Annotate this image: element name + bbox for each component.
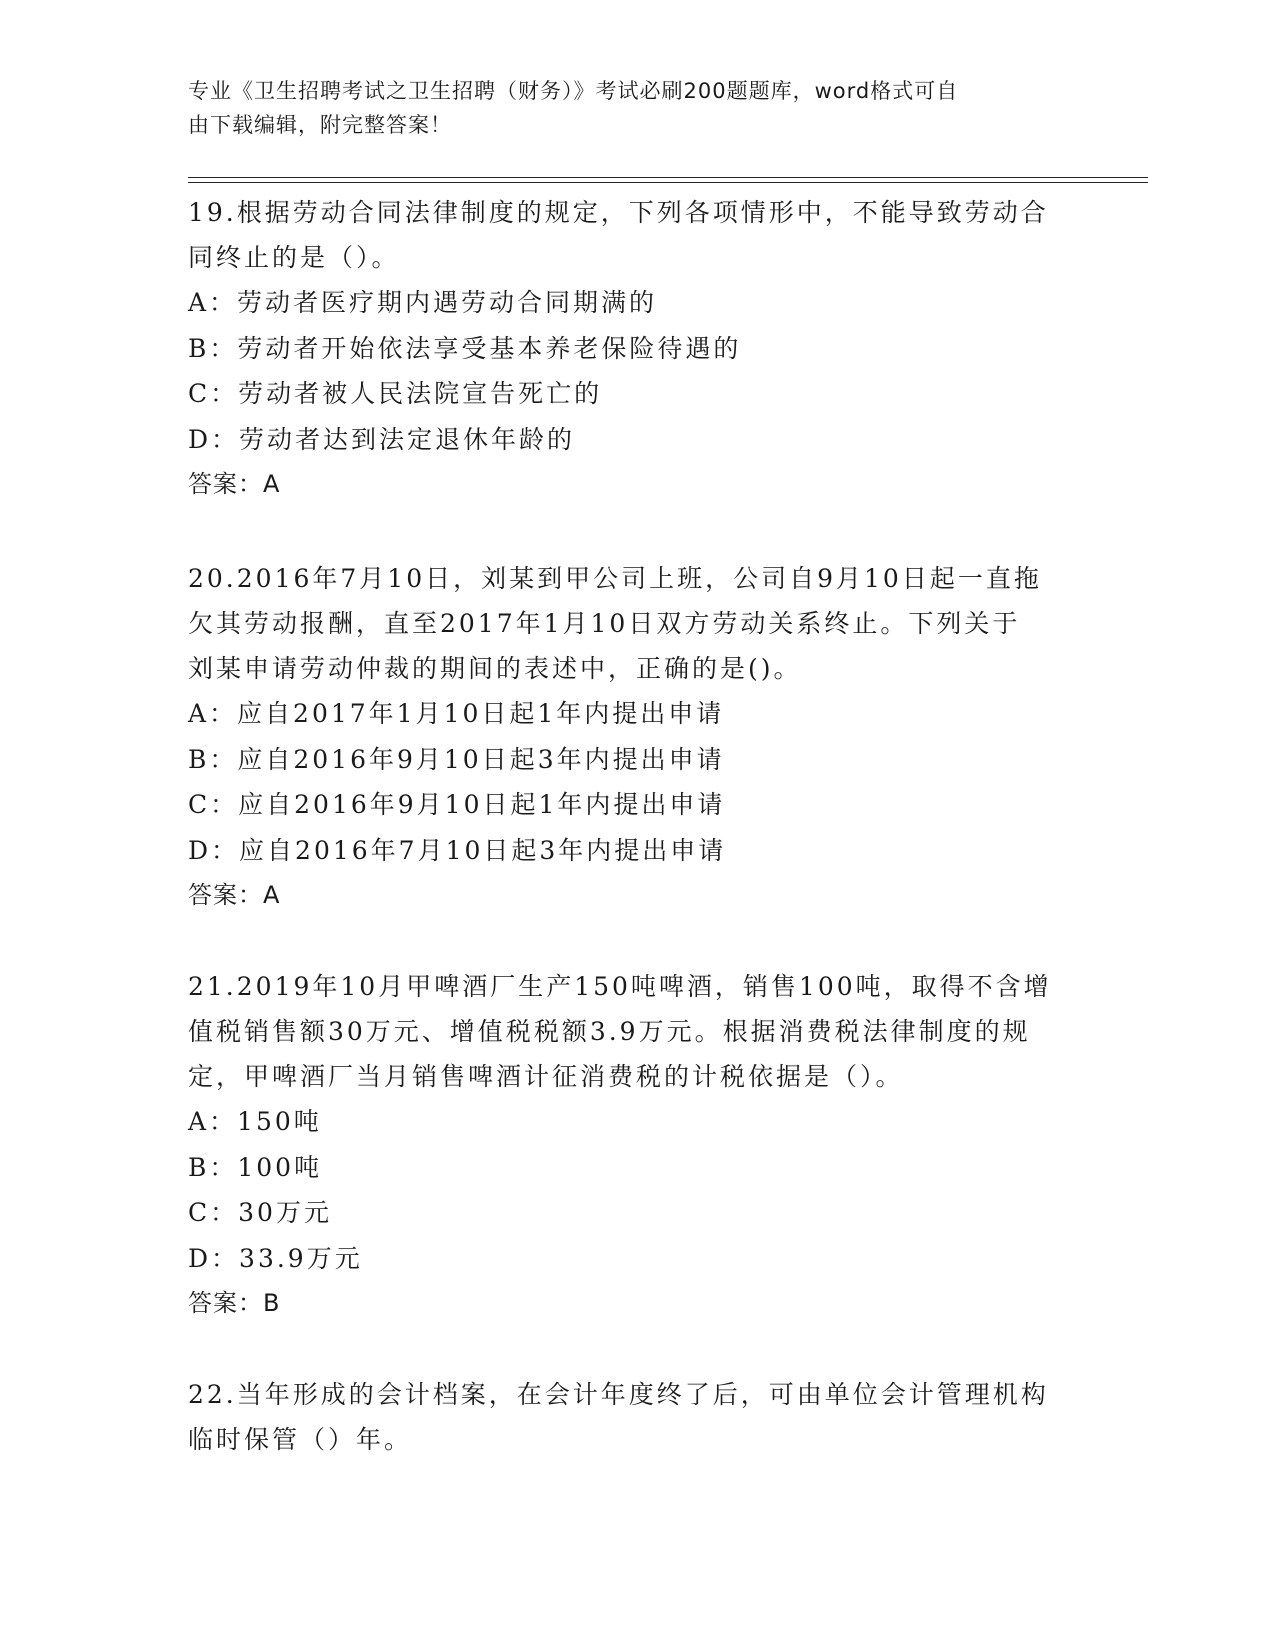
- answer: 答案：A: [188, 881, 281, 909]
- option-a: A：应自2017年1月10日起1年内提出申请: [188, 699, 725, 728]
- question-20: [188, 556, 1088, 918]
- header-line-1: 专业《卫生招聘考试之卫生招聘（财务）》考试必刷200题题库，word格式可自: [188, 79, 959, 103]
- option-d: D：33.9万元: [188, 1243, 363, 1273]
- option-d: D：应自2016年7月10日起3年内提出申请: [188, 835, 727, 865]
- question-stem-line: 定，甲啤酒厂当月销售啤酒计征消费税的计税依据是（）。: [188, 1062, 904, 1091]
- option-b: B：应自2016年9月10日起3年内提出申请: [188, 744, 725, 774]
- option-b: B：劳动者开始依法享受基本养老保险待遇的: [188, 333, 742, 363]
- option-c: C：应自2016年9月10日起1年内提出申请: [188, 790, 726, 819]
- question-22: [188, 1372, 1088, 1462]
- question-stem-line: 21.2019年10月甲啤酒厂生产150吨啤酒，销售100吨，取得不含增: [188, 972, 1052, 1001]
- option-a: A：劳动者医疗期内遇劳动合同期满的: [188, 288, 658, 317]
- header-note: [188, 74, 1068, 142]
- question-stem-line: 20.2016年7月10日，刘某到甲公司上班，公司自9月10日起一直拖: [188, 564, 1042, 593]
- option-c: C：30万元: [188, 1198, 332, 1227]
- answer: 答案：A: [188, 470, 281, 498]
- question-stem-line: 临时保管（）年。: [188, 1425, 413, 1454]
- question-stem-line: 刘某申请劳动仲裁的期间的表述中，正确的是()。: [188, 654, 802, 683]
- question-stem-line: 值税销售额30万元、增值税税额3.9万元。根据消费税法律制度的规: [188, 1017, 1031, 1046]
- question-stem-line: 22.当年形成的会计档案，在会计年度终了后，可由单位会计管理机构: [188, 1380, 1049, 1409]
- question-stem-line: 同终止的是（）。: [188, 243, 400, 272]
- option-a: A：150吨: [188, 1107, 322, 1136]
- header-rule-top: [188, 177, 1148, 178]
- option-b: B：100吨: [188, 1152, 323, 1182]
- question-stem-line: 欠其劳动报酬，直至2017年1月10日双方劳动关系终止。下列关于: [188, 609, 1021, 638]
- header-rule-bottom: [188, 182, 1148, 183]
- header-line-2: 由下载编辑，附完整答案！: [188, 113, 452, 137]
- answer: 答案：B: [188, 1289, 281, 1317]
- question-19: [188, 190, 1088, 507]
- option-d: D：劳动者达到法定退休年龄的: [188, 424, 576, 454]
- question-21: [188, 964, 1088, 1326]
- question-stem-line: 19.根据劳动合同法律制度的规定，下列各项情形中，不能导致劳动合: [188, 198, 1049, 227]
- option-c: C：劳动者被人民法院宣告死亡的: [188, 379, 603, 408]
